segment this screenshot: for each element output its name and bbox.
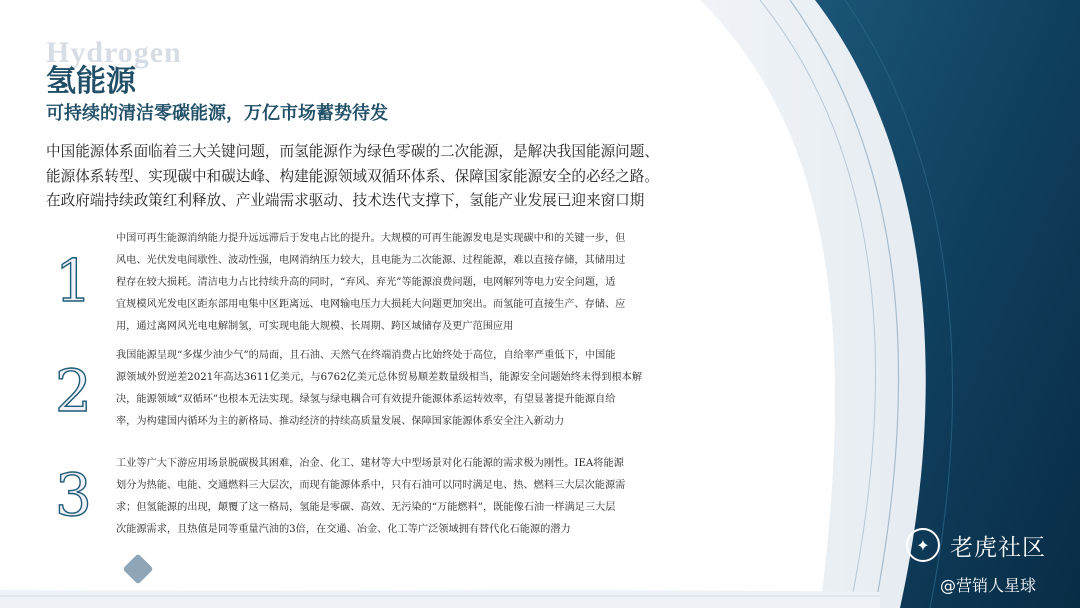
intro-paragraph [46, 140, 806, 214]
item-paragraph-2 [116, 345, 791, 433]
paragraph-line: 决，能源领域“双循环”也根本无法实现。绿氢与绿电耦合可有效提升能源体系运转效率，有望显著提升能源自给 [116, 394, 616, 405]
paragraph-line: 次能源需求，且热值是同等重量汽油的3倍，在交通、冶金、化工等广泛领域拥有替代化石能源的潜力 [116, 524, 571, 535]
item-number-2: 2 [55, 357, 92, 425]
paragraph-line: 率，为构建国内循环为主的新格局、推动经济的持续高质量发展、保障国家能源体系安全注入新动力 [116, 416, 565, 427]
paragraph-line: 划分为热能、电能、交通燃料三大层次，而现有能源体系中，只有石油可以同时满足电、热、燃料三大层次能源需 [116, 480, 626, 491]
kicker-text: Hydrogen [46, 36, 182, 69]
page-subtitle: 可持续的清洁零碳能源，万亿市场蓄势待发 [46, 103, 388, 124]
intro-line: 中国能源体系面临着三大关键问题，而氢能源作为绿色零碳的二次能源，是解决我国能源问题、 [46, 143, 659, 160]
item-number-1: 1 [55, 247, 92, 315]
paragraph-line: 用，通过离网风光电电解制氢，可实现电能大规模、长周期、跨区域储存及更广范围应用 [116, 321, 514, 332]
tiger-logo-icon: ✦ [906, 528, 940, 562]
watermark-logo [906, 528, 1046, 562]
logo-name: 老虎社区 [950, 534, 1046, 561]
item-paragraph-1 [116, 228, 791, 338]
paragraph-line: 我国能源呈现“多煤少油少气”的局面，且石油、天然气在终端消费占比始终处于高位，自给率严重低下，中国能 [116, 350, 616, 361]
diamond-ornament [122, 553, 153, 584]
paragraph-line: 求；但氢能源的出现，颠覆了这一格局，氢能是零碳、高效、无污染的“万能燃料”，既能像石油一样满足三大层 [116, 502, 616, 513]
intro-line: 在政府端持续政策红利释放、产业端需求驱动、技术迭代支撑下，氢能产业发展已迎来窗口期 [46, 192, 645, 209]
author-handle: @营销人星球 [940, 576, 1037, 595]
paragraph-line: 宜规模风光发电区距东部用电集中区距离远、电网输电压力大损耗大问题更加突出。而氢能可直接生产、存储、应 [116, 299, 626, 310]
item-number-3: 3 [55, 461, 92, 529]
paragraph-line: 工业等广大下游应用场景脱碳极其困难，冶金、化工、建材等大中型场景对化石能源的需求极为刚性。IEA将能源 [116, 458, 624, 469]
paragraph-line: 程存在较大损耗。清洁电力占比持续升高的同时，“弃风、弃光”等能源浪费问题，电网解列等电力安全问题，适 [116, 277, 616, 288]
intro-line: 能源体系转型、实现碳中和碳达峰、构建能源领域双循环体系、保障国家能源安全的必经之路。 [46, 167, 659, 185]
paragraph-line: 源领域外贸逆差2021年高达3611亿美元，与6762亿美元总体贸易顺差数量级相当，能源安全问题始终未得到根本解 [116, 372, 643, 383]
item-paragraph-3 [116, 453, 791, 541]
paragraph-line: 风电、光伏发电间歇性、波动性强，电网消纳压力较大，且电能为二次能源、过程能源，难以直接存储，其储用过 [116, 255, 626, 266]
paragraph-line: 中国可再生能源消纳能力提升远远滞后于发电占比的提升。大规模的可再生能源发电是实现碳中和的关键一步，但 [116, 233, 626, 244]
page-title: 氢能源 [46, 64, 136, 99]
